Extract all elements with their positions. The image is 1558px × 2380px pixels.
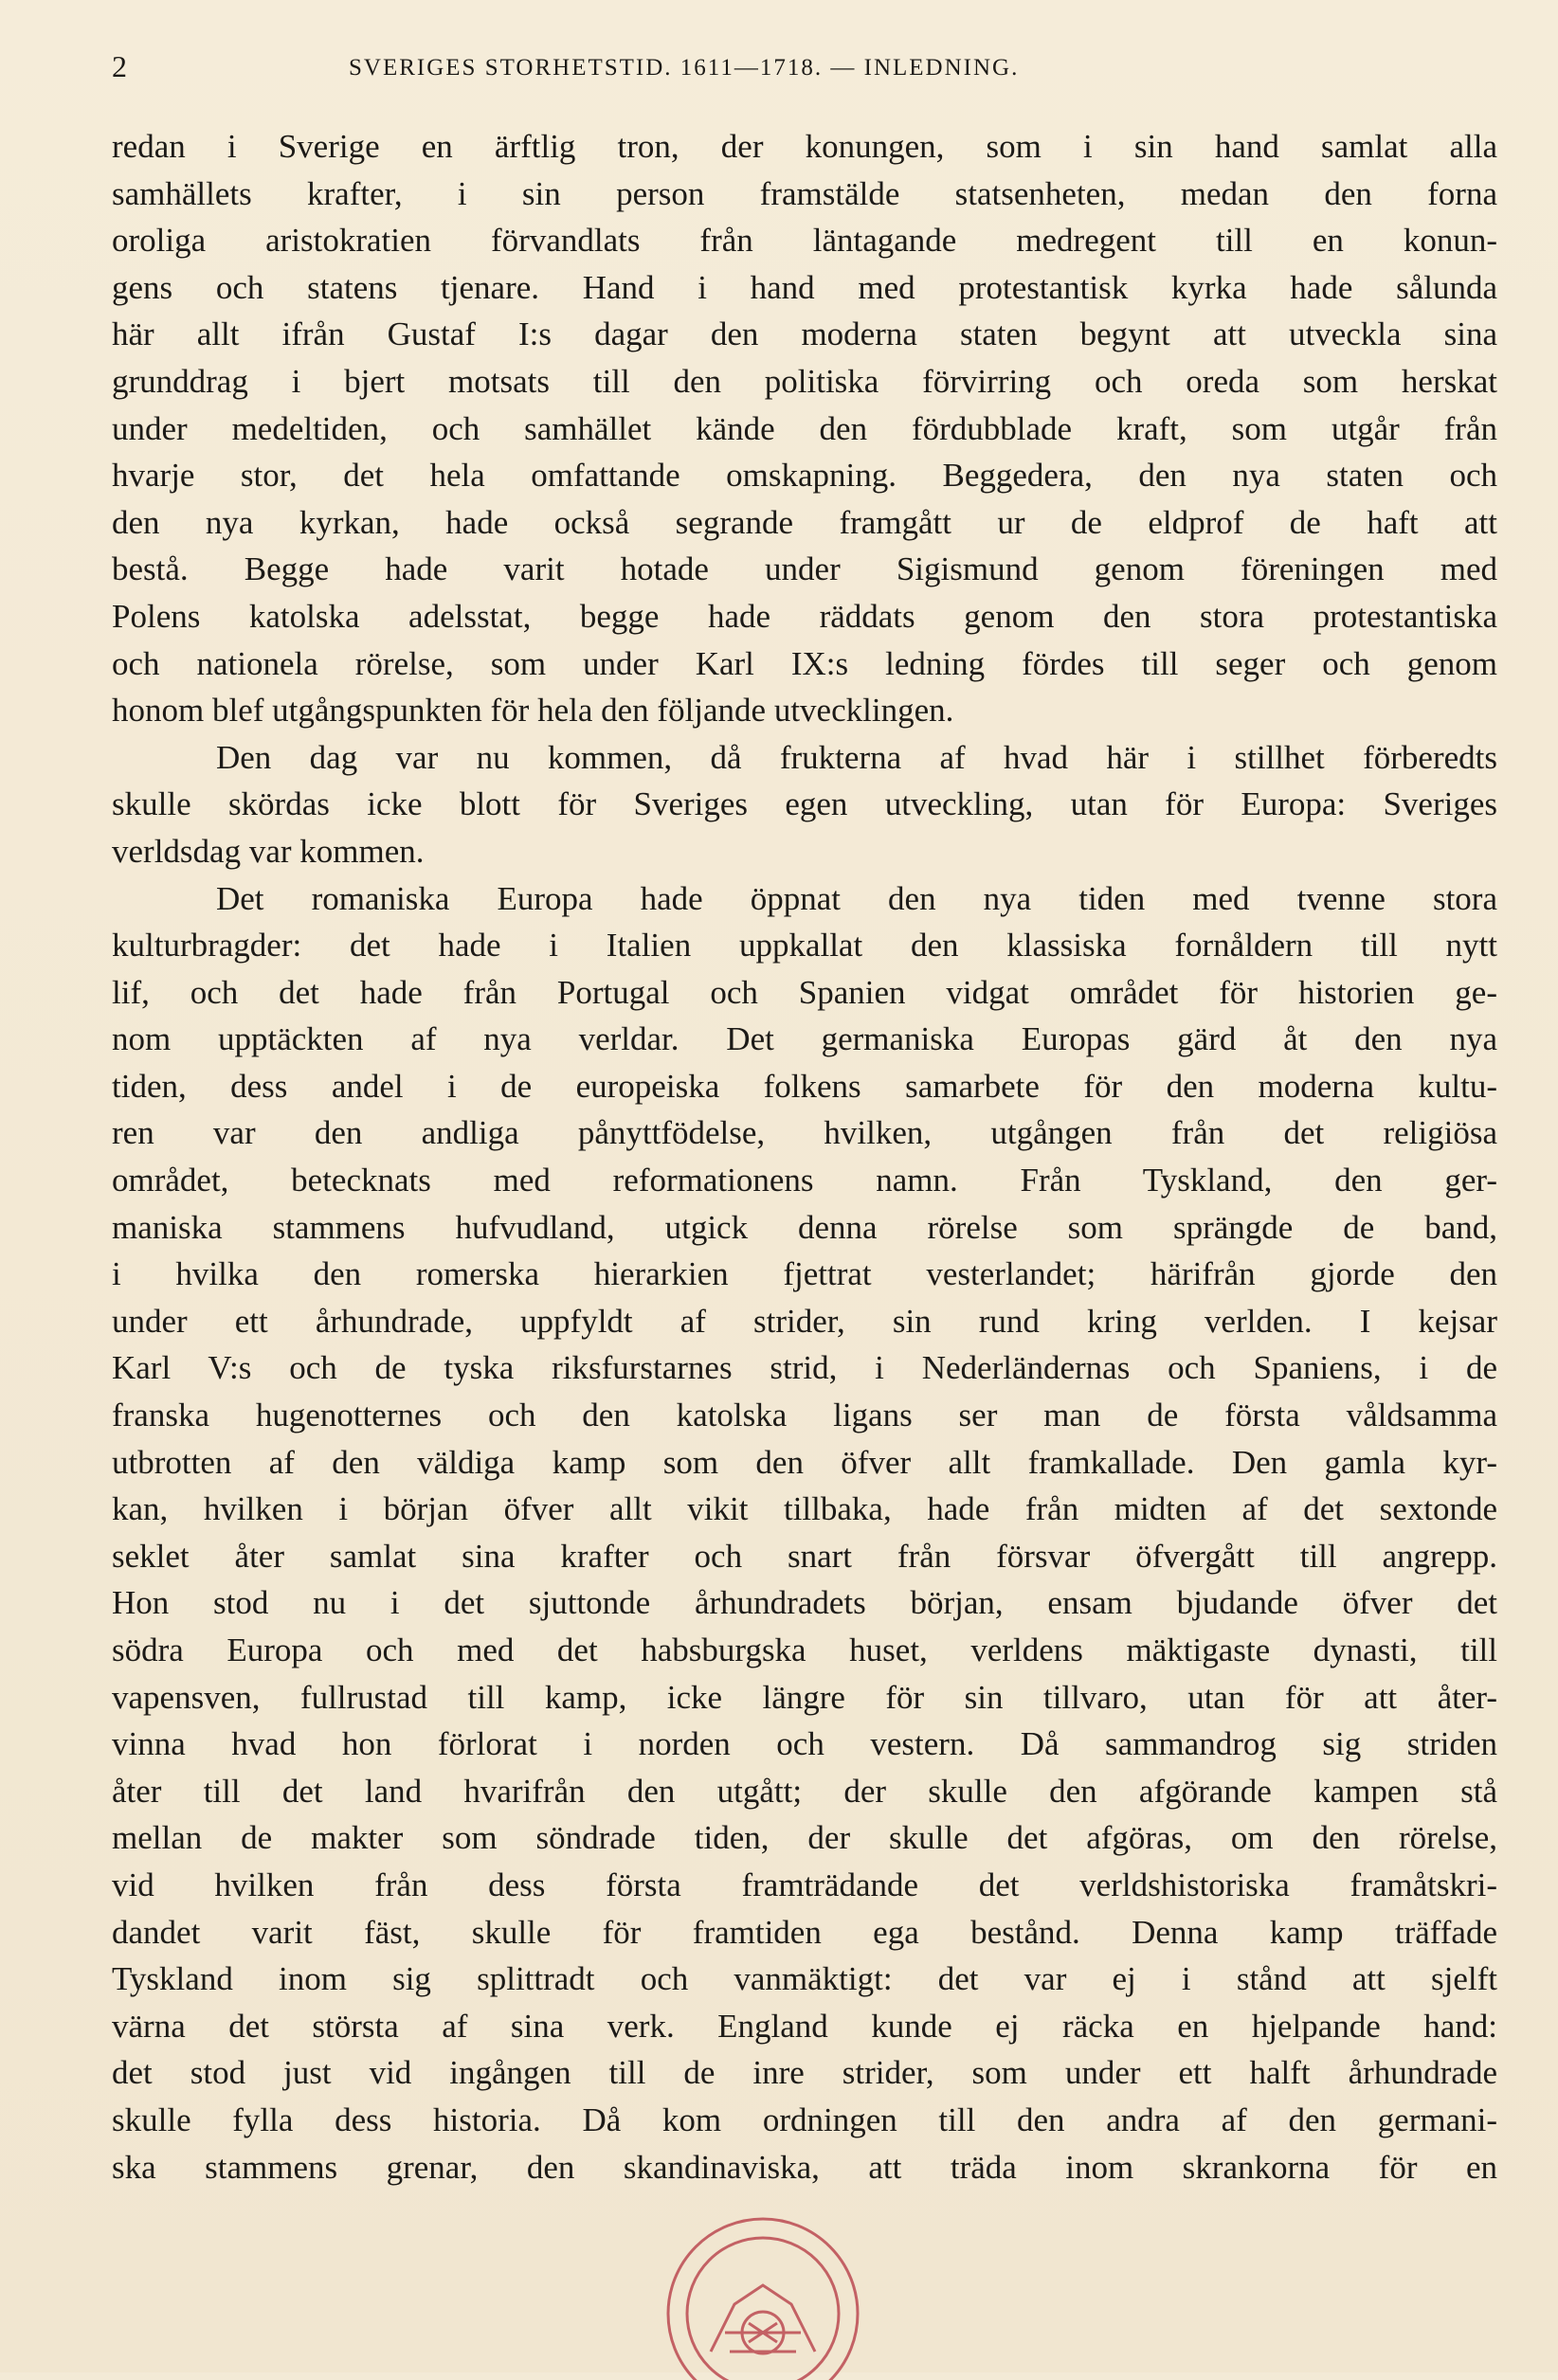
text-line: nom upptäckten af nya verldar. Det germaniska Europas gärd åt den nya — [112, 1020, 1497, 1058]
text-line: under ett århundrade, uppfyldt af strider, sin rund kring verlden. I kejsar — [112, 1302, 1497, 1340]
text-line: ren var den andliga pånyttfödelse, hvilken, utgången från det religiösa — [112, 1114, 1497, 1152]
text-line: vapensven, fullrustad till kamp, icke längre för sin tillvaro, utan för att åter- — [112, 1678, 1497, 1716]
text-line: södra Europa och med det habsburgska huset, verldens mäktigaste dynasti, till — [112, 1632, 1497, 1668]
running-title: SVERIGES STORHETSTID. 1611—1718. — INLEDNING. — [349, 55, 1020, 81]
text-line: hvarje stor, det hela omfattande omskapning. Beggedera, den nya staten och — [112, 457, 1497, 495]
text-line: bestå. Begge hade varit hotade under Sigismund genom föreningen med — [112, 550, 1497, 588]
text-line: Karl V:s och de tyska riksfurstarnes strid, i Nederländernas och Spaniens, i de — [112, 1349, 1497, 1387]
text-line: lif, och det hade från Portugal och Spanien vidgat området för historien ge- — [112, 973, 1497, 1011]
text-line: Tyskland inom sig splittradt och vanmäktigt: det var ej i stånd att sjelft — [112, 1960, 1497, 1998]
text-line: kan, hvilken i början öfver allt vikit tillbaka, hade från midten af det sextonde — [112, 1490, 1497, 1528]
page-number: 2 — [112, 49, 127, 83]
text-line: åter till det land hvarifrån den utgått; der skulle den afgörande kampen stå — [112, 1772, 1497, 1810]
text-line: Det romaniska Europa hade öppnat den nya tiden med tvenne stora — [216, 879, 1497, 917]
text-line: Polens katolska adelsstat, begge hade räddats genom den stora protestantiska — [112, 597, 1497, 635]
text-line: det stod just vid ingången till de inre strider, som under ett halft århundrade — [112, 2054, 1497, 2092]
text-line: dandet varit fäst, skulle för framtiden ega bestånd. Denna kamp träffade — [112, 1913, 1497, 1951]
text-line: vinna hvad hon förlorat i norden och vestern. Då sammandrog sig striden — [112, 1725, 1497, 1763]
page-header — [112, 49, 1495, 87]
text-line: vid hvilken från dess första framträdande det verldshistoriska framåtskri- — [112, 1866, 1497, 1903]
text-line: värna det största af sina verk. England kunde ej räcka en hjelpande hand: — [112, 2007, 1497, 2045]
text-line: kulturbragder: det hade i Italien uppkallat den klassiska fornåldern till nytt — [112, 927, 1497, 965]
text-line: samhällets krafter, i sin person framstälde statsenheten, medan den forna — [112, 174, 1497, 212]
text-line: Hon stod nu i det sjuttonde århundradets början, ensam bjudande öfver det — [112, 1584, 1497, 1622]
text-line: under medeltiden, och samhället kände den fördubblade kraft, som utgår från — [112, 409, 1497, 447]
text-line: grunddrag i bjert motsats till den politiska förvirring och oreda som herskat — [112, 362, 1497, 400]
stamp-seal-icon — [621, 2191, 905, 2380]
text-line: seklet åter samlat sina krafter och snart från försvar öfvergått till angrepp. — [112, 1537, 1497, 1575]
body-text — [112, 123, 1497, 2191]
text-line: den nya kyrkan, hade också segrande framgått ur de eldprof de haft att — [112, 503, 1497, 541]
text-line: området, betecknats med reformationens namn. Från Tyskland, den ger- — [112, 1162, 1497, 1199]
text-line: i hvilka den romerska hierarkien fjettrat vesterlandet; härifrån gjorde den — [112, 1255, 1497, 1293]
library-stamp — [621, 2191, 905, 2380]
text-line: gens och statens tjenare. Hand i hand med protestantisk kyrka hade sålunda — [112, 268, 1497, 306]
text-line: oroliga aristokratien förvandlats från läntagande medregent till en konun- — [112, 222, 1497, 260]
text-line: ska stammens grenar, den skandinaviska, att träda inom skrankorna för en — [112, 2148, 1497, 2186]
text-line: redan i Sverige en ärftlig tron, der konungen, som i sin hand samlat alla — [112, 128, 1497, 165]
text-line: utbrotten af den väldiga kamp som den öfver allt framkallade. Den gamla kyr- — [112, 1443, 1497, 1481]
text-line: honom blef utgångspunkten för hela den följande utvecklingen. — [112, 692, 954, 730]
text-line: mellan de makter som söndrade tiden, der skulle det afgöras, om den rörelse, — [112, 1819, 1497, 1857]
text-line: tiden, dess andel i de europeiska folkens samarbete för den moderna kultu- — [112, 1067, 1497, 1105]
text-line: verldsdag var kommen. — [112, 832, 425, 870]
text-line: Den dag var nu kommen, då frukterna af hvad här i stillhet förberedts — [216, 738, 1497, 776]
text-line: och nationela rörelse, som under Karl IX:s ledning fördes till seger och genom — [112, 644, 1497, 682]
text-line: skulle fylla dess historia. Då kom ordningen till den andra af den germani- — [112, 2101, 1497, 2138]
text-line: skulle skördas icke blott för Sveriges egen utveckling, utan för Europa: Sveriges — [112, 785, 1497, 823]
text-line: maniska stammens hufvudland, utgick denna rörelse som sprängde de band, — [112, 1208, 1497, 1246]
text-line: här allt ifrån Gustaf I:s dagar den moderna staten begynt att utveckla sina — [112, 316, 1497, 353]
text-line: franska hugenotternes och den katolska ligans ser man de första våldsamma — [112, 1397, 1497, 1434]
